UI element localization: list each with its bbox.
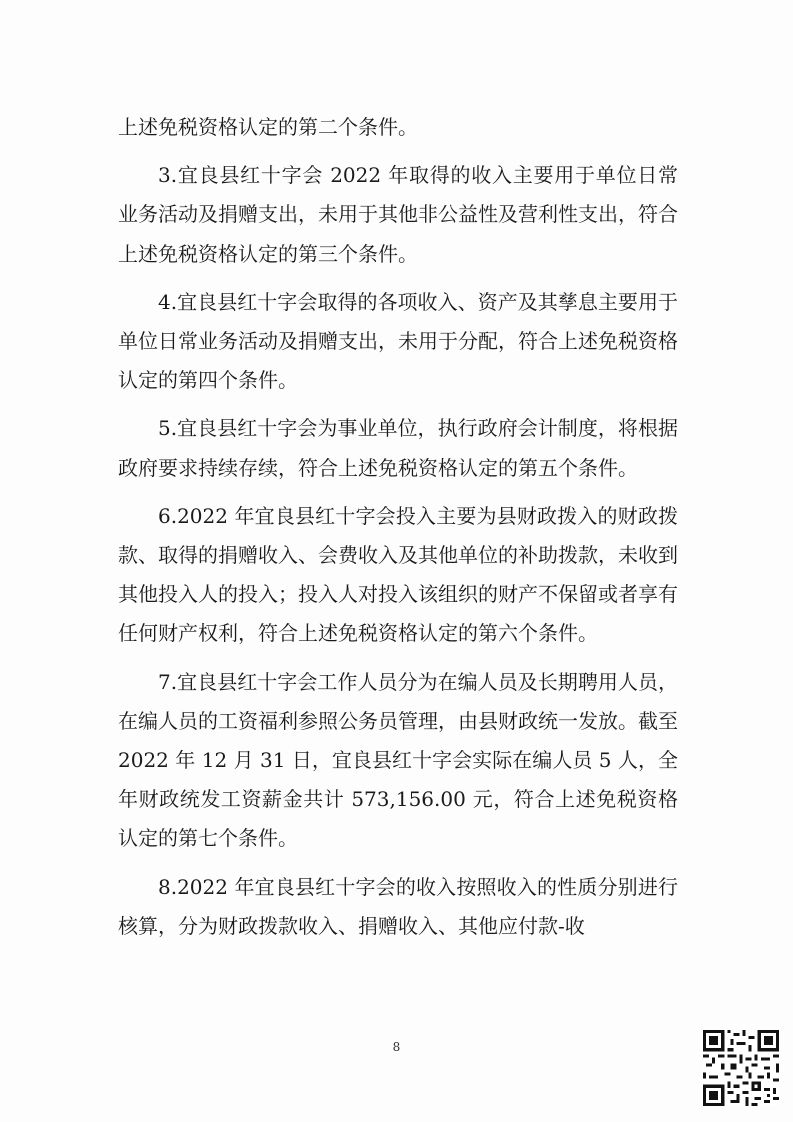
paragraph-continuation: 上述免税资格认定的第二个条件。 (118, 115, 418, 139)
qr-code-icon (703, 1030, 779, 1106)
paragraph-item-4: 4.宜良县红十字会取得的各项收入、资产及其孳息主要用于单位日常业务活动及捐赠支出，未用于分配，符合上述免税资格认定的第四个条件。 (118, 289, 678, 393)
paragraph-item-6: 6.2022 年宜良县红十字会投入主要为县财政拨入的财政拨款、取得的捐赠收入、会费收入及其他单位的补助拨款，未收到其他投入人的投入；投入人对投入该组织的财产不保留或者享有任何财产权利，符合上述免税资格认定的第六个条件。 (118, 503, 678, 646)
page-number: 8 (392, 1040, 401, 1054)
paragraph-item-5: 5.宜良县红十字会为事业单位，执行政府会计制度，将根据政府要求持续存续，符合上述免税资格认定的第五个条件。 (118, 416, 678, 480)
paragraph-item-7: 7.宜良县红十字会工作人员分为在编人员及长期聘用人员，在编人员的工资福利参照公务员管理，由县财政统一发放。截至 2022 年 12 月 31 日，宜良县红十字会实际在编人员 5 人，全年财政统发工资薪金共计 573,156.00 元，符合上述免税资格认定的第七个条件。 (118, 669, 678, 851)
paragraph-item-3: 3.宜良县红十字会 2022 年取得的收入主要用于单位日常业务活动及捐赠支出，未用于其他非公益性及营利性支出，符合上述免税资格认定的第三个条件。 (118, 163, 678, 266)
paragraph-item-8: 8.2022 年宜良县红十字会的收入按照收入的性质分别进行核算，分为财政拨款收入、捐赠收入、其他应付款-收 (118, 874, 678, 938)
document-body (118, 108, 678, 955)
